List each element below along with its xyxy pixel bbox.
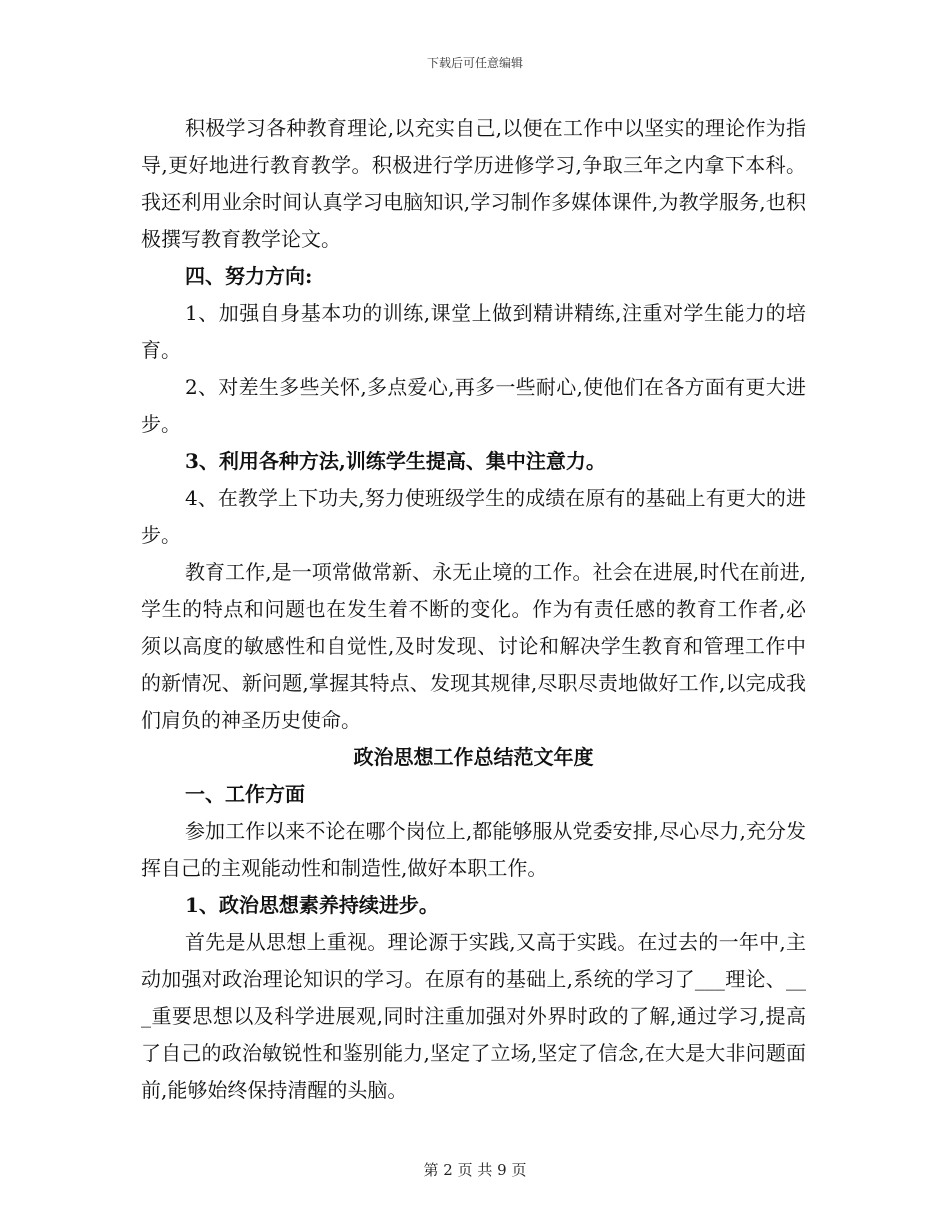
list-item-2: 2、对差生多些关怀,多点爱心,再多一些耐心,使他们在各方面有更大进步。	[141, 375, 806, 436]
list-item-1: 1、加强自身基本功的训练,课堂上做到精讲精练,注重对学生能力的培育。	[141, 301, 806, 362]
section-heading-work: 一、工作方面	[185, 782, 305, 806]
document-body	[141, 110, 806, 1109]
paragraph-conclusion: 教育工作,是一项常做常新、永无止境的工作。社会在进展,时代在前进,学生的特点和问题也在发生着不断的变化。作为有责任感的教育工作者,必须以高度的敏感性和自觉性,及时发现、讨论和解决学生教育和管理工作中的新情况、新问题,掌握其特点、发现其规律,尽职尽责地做好工作,以完成我们肩负的神圣历史使命。	[141, 560, 806, 732]
paragraph-politics: 首先是从思想上重视。理论源于实践,又高于实践。在过去的一年中,主动加强对政治理论知识的学习。在原有的基础上,系统的学习了___理论、___重要思想以及科学进展观,同时注重加强对外界时政的了解,通过学习,提高了自己的政治敏锐性和鉴别能力,坚定了立场,坚定了信念,在大是大非问题面前,能够始终保持清醒的头脑。	[141, 930, 806, 1102]
list-item-3: 3、利用各种方法,训练学生提高、集中注意力。	[185, 449, 606, 473]
page-number: 第 2 页 共 9 页	[423, 1161, 527, 1179]
paragraph-work: 参加工作以来不论在哪个岗位上,都能够服从党委安排,尽心尽力,充分发挥自己的主观能动性和制造性,做好本职工作。	[141, 819, 806, 880]
section-heading-direction: 四、努力方向:	[185, 264, 313, 288]
paragraph-study: 积极学习各种教育理论,以充实自己,以便在工作中以坚实的理论作为指导,更好地进行教育教学。积极进行学历进修学习,争取三年之内拿下本科。我还利用业余时间认真学习电脑知识,学习制作多媒体课件,为教学服务,也积极撰写教育教学论文。	[141, 116, 806, 251]
header-note: 下载后可任意编辑	[426, 56, 523, 70]
document-title: 政治思想工作总结范文年度	[353, 745, 594, 769]
list-item-4: 4、在教学上下功夫,努力使班级学生的成绩在原有的基础上有更大的进步。	[141, 486, 806, 547]
subsection-heading-politics: 1、政治思想素养持续进步。	[185, 893, 439, 917]
